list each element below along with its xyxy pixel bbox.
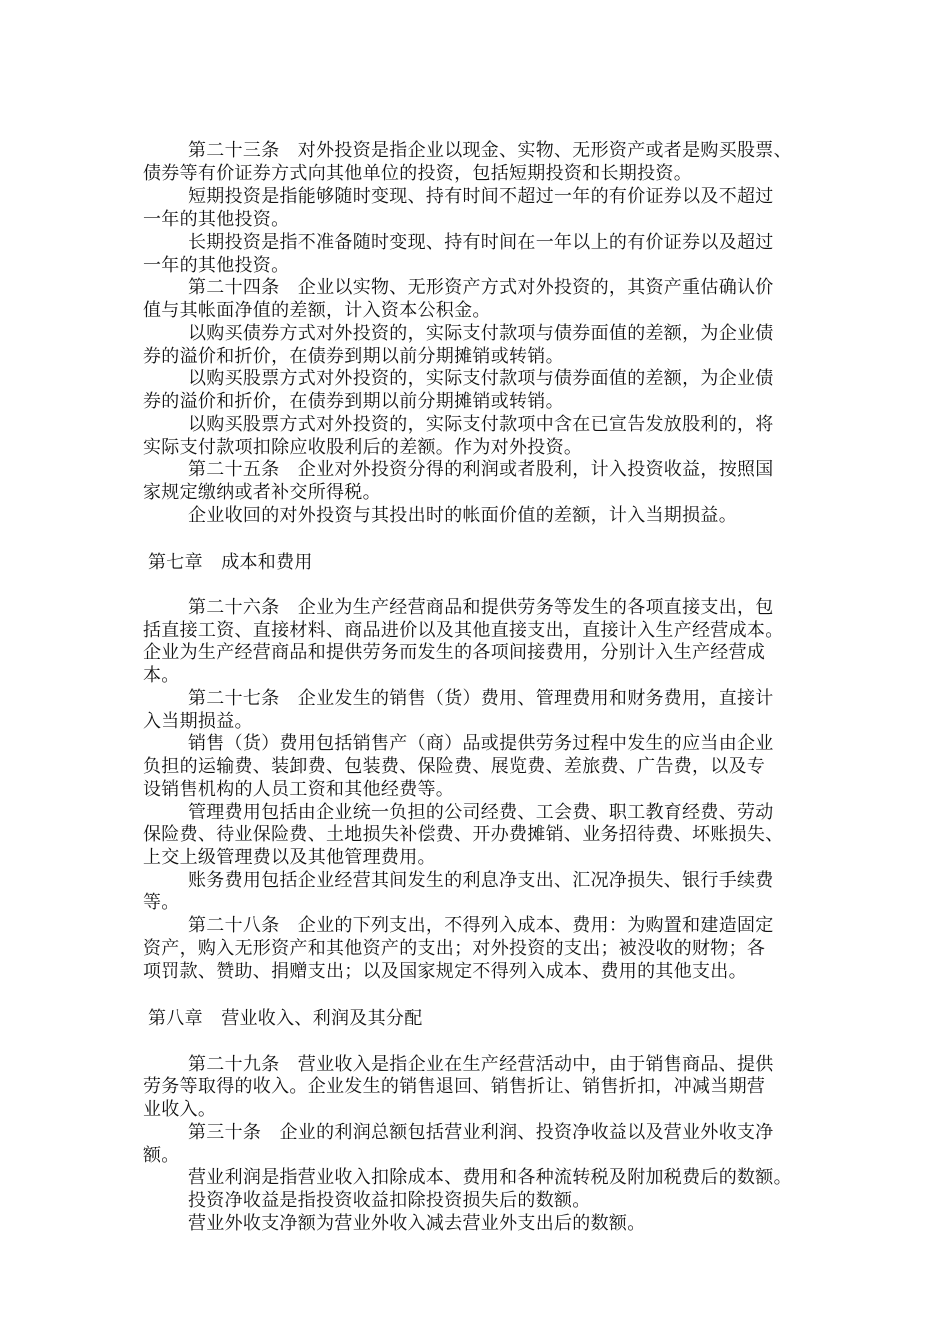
chapter-heading: 第七章 成本和费用 [148, 552, 313, 573]
paragraph-line: 以购买股票方式对外投资的，实际支付款项与债券面值的差额，为企业债 [188, 368, 774, 389]
paragraph-line: 以购买债券方式对外投资的，实际支付款项与债券面值的差额，为企业债 [188, 323, 774, 344]
paragraph-line: 业收入。 [143, 1099, 217, 1120]
paragraph-line: 营业外收支净额为营业外收入减去营业外支出后的数额。 [188, 1213, 646, 1234]
paragraph-line: 本。 [143, 665, 180, 686]
paragraph-line: 券的溢价和折价，在债券到期以前分期摊销或转销。 [143, 391, 564, 412]
paragraph-line: 第二十三条 对外投资是指企业以现金、实物、无形资产或者是购买股票、 [188, 140, 792, 161]
paragraph-line: 销售（货）费用包括销售产（商）品或提供劳务过程中发生的应当由企业 [188, 733, 774, 754]
paragraph-line: 营业利润是指营业收入扣除成本、费用和各种流转税及附加税费后的数额。 [188, 1167, 792, 1188]
paragraph-line: 括直接工资、直接材料、商品进价以及其他直接支出，直接计入生产经营成本。 [143, 620, 784, 641]
paragraph-line: 第二十九条 营业收入是指企业在生产经营活动中，由于销售商品、提供 [188, 1054, 774, 1075]
paragraph-line: 额。 [143, 1145, 180, 1166]
paragraph-line: 保险费、待业保险费、土地损失补偿费、开办费摊销、业务招待费、坏账损失、 [143, 824, 784, 845]
paragraph-line: 以购买股票方式对外投资的，实际支付款项中含在已宣告发放股利的，将 [188, 414, 774, 435]
paragraph-line: 等。 [143, 892, 180, 913]
paragraph-line: 企业收回的对外投资与其投出时的帐面价值的差额，计入当期损益。 [188, 505, 737, 526]
paragraph-line: 投资净收益是指投资收益扣除投资损失后的数额。 [188, 1190, 591, 1211]
paragraph-line: 长期投资是指不准备随时变现、持有时间在一年以上的有价证券以及超过 [188, 232, 774, 253]
paragraph-line: 家规定缴纳或者补交所得税。 [143, 482, 381, 503]
paragraph-line: 第二十七条 企业发生的销售（货）费用、管理费用和财务费用，直接计 [188, 688, 774, 709]
paragraph-line: 第二十四条 企业以实物、无形资产方式对外投资的，其资产重估确认价 [188, 277, 774, 298]
paragraph-line: 设销售机构的人员工资和其他经费等。 [143, 779, 455, 800]
paragraph-line: 债券等有价证券方式向其他单位的投资，包括短期投资和长期投资。 [143, 163, 692, 184]
paragraph-line: 一年的其他投资。 [143, 255, 290, 276]
paragraph-line: 劳务等取得的收入。企业发生的销售退回、销售折让、销售折扣，冲减当期营 [143, 1076, 766, 1097]
paragraph-line: 项罚款、赞助、捐赠支出；以及国家规定不得列入成本、费用的其他支出。 [143, 961, 747, 982]
chapter-heading: 第八章 营业收入、利润及其分配 [148, 1008, 423, 1029]
paragraph-line: 券的溢价和折价，在债券到期以前分期摊销或转销。 [143, 346, 564, 367]
paragraph-line: 第二十八条 企业的下列支出，不得列入成本、费用：为购置和建造固定 [188, 915, 774, 936]
paragraph-line: 负担的运输费、装卸费、包装费、保险费、展览费、差旅费、广告费，以及专 [143, 756, 766, 777]
paragraph-line: 账务费用包括企业经营其间发生的利息净支出、汇况净损失、银行手续费 [188, 870, 774, 891]
paragraph-line: 资产，购入无形资产和其他资产的支出；对外投资的支出；被没收的财物；各 [143, 938, 766, 959]
paragraph-line: 值与其帐面净值的差额，计入资本公积金。 [143, 300, 491, 321]
paragraph-line: 入当期损益。 [143, 711, 253, 732]
paragraph-line: 管理费用包括由企业统一负担的公司经费、工会费、职工教育经费、劳动 [188, 802, 774, 823]
paragraph-line: 第二十五条 企业对外投资分得的利润或者股利，计入投资收益，按照国 [188, 459, 774, 480]
paragraph-line: 第二十六条 企业为生产经营商品和提供劳务等发生的各项直接支出，包 [188, 597, 774, 618]
paragraph-line: 实际支付款项扣除应收股利后的差额。作为对外投资。 [143, 437, 583, 458]
paragraph-line: 上交上级管理费以及其他管理费用。 [143, 847, 436, 868]
paragraph-line: 第三十条 企业的利润总额包括营业利润、投资净收益以及营业外收支净 [188, 1122, 774, 1143]
paragraph-line: 一年的其他投资。 [143, 209, 290, 230]
paragraph-line: 企业为生产经营商品和提供劳务而发生的各项间接费用，分别计入生产经营成 [143, 642, 766, 663]
paragraph-line: 短期投资是指能够随时变现、持有时间不超过一年的有价证券以及不超过 [188, 186, 774, 207]
